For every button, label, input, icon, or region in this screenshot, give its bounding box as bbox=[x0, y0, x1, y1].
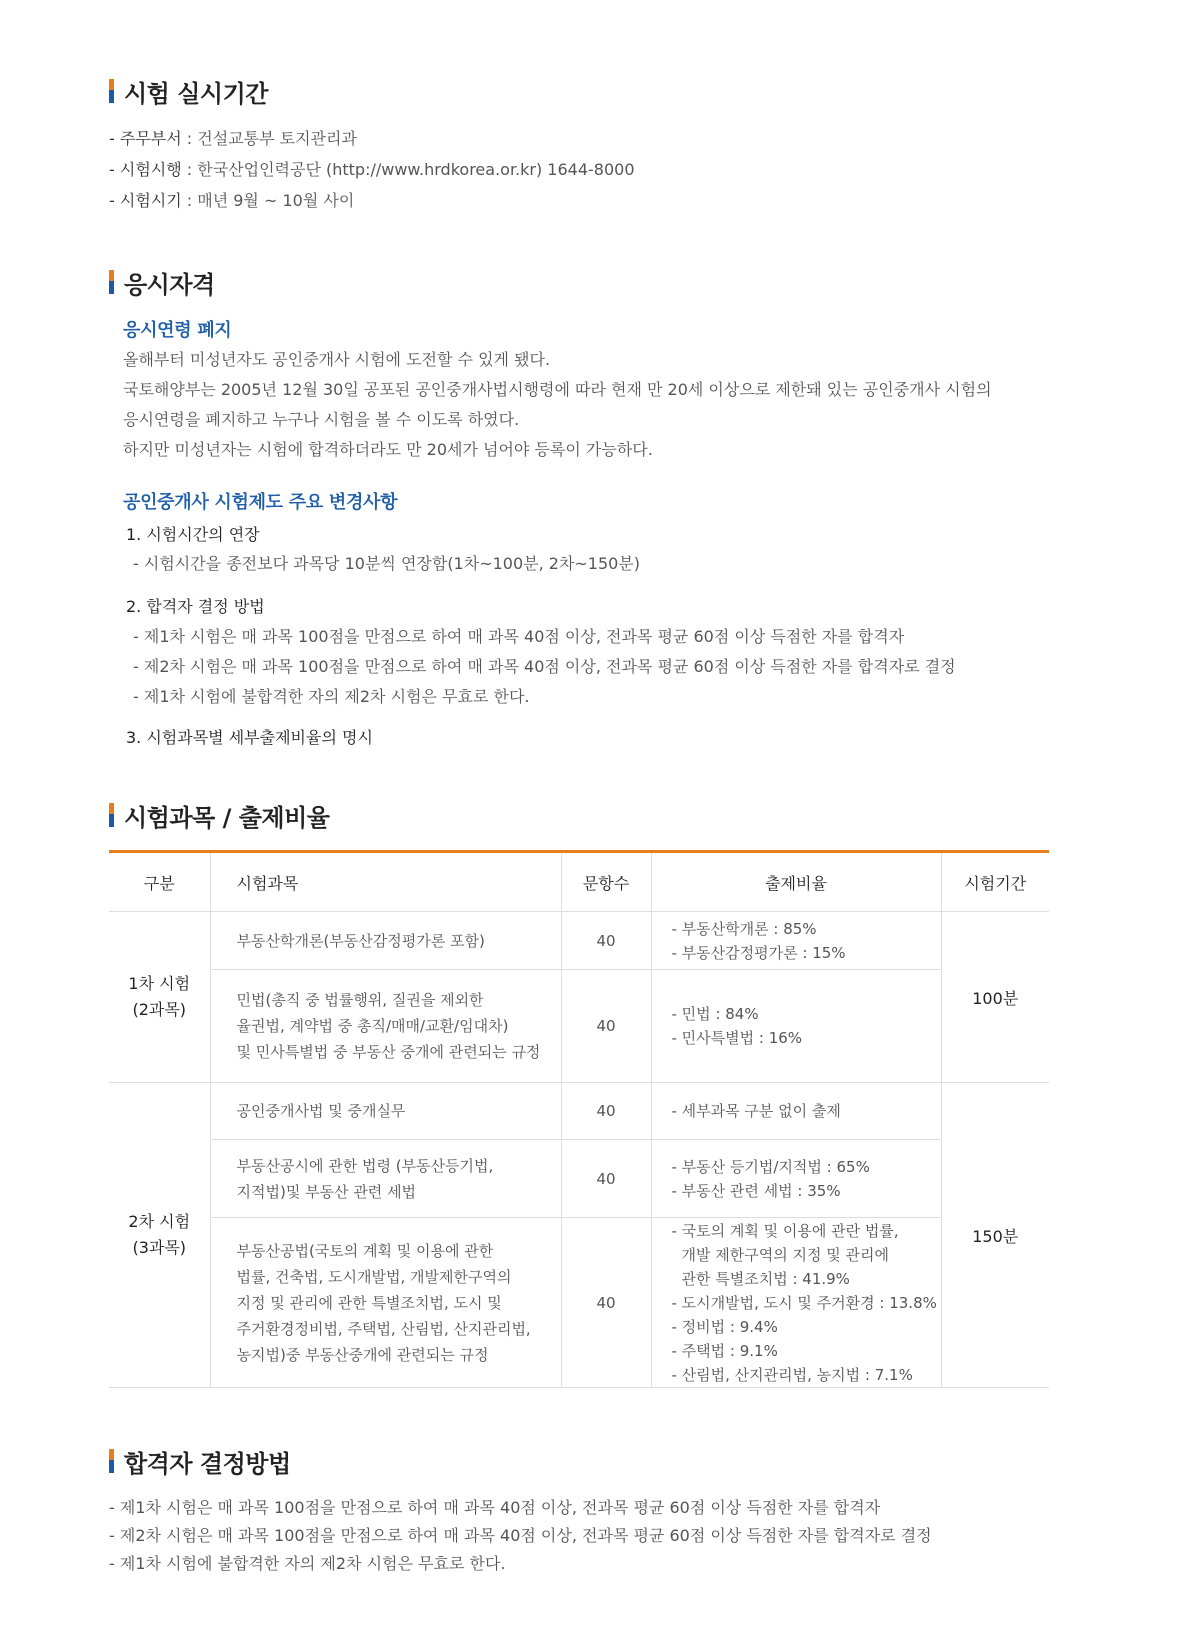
duration-cell-2: 150분 bbox=[941, 1083, 1049, 1388]
table-row bbox=[109, 970, 1049, 1083]
list-item: - 제1차 시험에 불합격한 자의 제2차 시험은 무효로 한다. bbox=[109, 1554, 506, 1573]
subject-cell: 공인중개사법 및 중개실무 bbox=[210, 1083, 561, 1140]
pass-criteria-list bbox=[109, 1494, 932, 1578]
table-row bbox=[109, 912, 1049, 970]
section-title-text: 응시자격 bbox=[124, 270, 215, 299]
table-row bbox=[109, 1140, 1049, 1218]
change-item-1: 1. 시험시간의 연장 bbox=[126, 525, 260, 544]
table-row bbox=[109, 1083, 1049, 1140]
section-title-text: 시험과목 / 출제비율 bbox=[124, 803, 330, 832]
section-title-pass-criteria bbox=[109, 1446, 291, 1476]
change-item-2: 2. 합격자 결정 방법 bbox=[126, 597, 265, 616]
subject-cell: 부동산학개론(부동산감정평가론 포함) bbox=[210, 912, 561, 970]
age-limit-paragraph: 올해부터 미성년자도 공인중개사 시험에 도전할 수 있게 됐다. 국토해양부는 2005년 12월 30일 공포된 공인중개사법시행령에 따라 현재 만 20세 이상으로 제한돼 있는 공인중개사 시험의 응시연령을 폐지하고 누구나 시험을 볼 수 이도록 하였다. 하지만 미성년자는 시험에 합격하더라도 만 20세가 넘어야 등록이 가능하다. bbox=[123, 350, 992, 459]
subject-cell: 부동산공법(국토의 계획 및 이용에 관한 법률, 건축법, 도시개발법, 개발제한구역의 지정 및 관리에 관한 특별조치법, 도시 및 주거환경정비법, 주택법, 산림법, 산지관리법, 농지법)중 부동산중개에 관련되는 규정 bbox=[210, 1218, 561, 1388]
list-item: - 주무부서 : 건설교통부 토지관리과 bbox=[109, 129, 357, 148]
change-item-1-detail: - 시험시간을 종전보다 과목당 10분씩 연장함(1차~100분, 2차~150분) bbox=[133, 554, 641, 573]
header-duration: 시험기간 bbox=[941, 852, 1049, 912]
count-cell: 40 bbox=[561, 912, 651, 970]
table-row bbox=[109, 1218, 1049, 1388]
change-item-2-details: - 제1차 시험은 매 과목 100점을 만점으로 하여 매 과목 40점 이상, 전과목 평균 60점 이상 득점한 자를 합격자 - 제2차 시험은 매 과목 100점을 만점으로 하여 매 과목 40점 이상, 전과목 평균 60점 이상 득점한 자를 합격자로 결정 - 제1차 시험에 불합격한 자의 제2차 시험은 무효로 한다. bbox=[133, 627, 956, 706]
list-item: - 시험시행 : 한국산업인력공단 (http://www.hrdkorea.or.kr) 1644-8000 bbox=[109, 160, 635, 179]
ratio-cell: - 민법 : 84% - 민사특별법 : 16% bbox=[651, 970, 941, 1083]
count-cell: 40 bbox=[561, 1140, 651, 1218]
group-label-1: 1차 시험 (2과목) bbox=[109, 912, 210, 1083]
section-title-exam-period bbox=[109, 76, 268, 106]
section-title-eligibility bbox=[109, 267, 215, 297]
subject-cell: 민법(총직 중 법률행위, 질권을 제외한 율권법, 계약법 중 총직/매매/교환/임대차) 및 민사특별법 중 부동산 중개에 관련되는 규정 bbox=[210, 970, 561, 1083]
subjects-table bbox=[109, 850, 1049, 1388]
title-bar-icon bbox=[109, 803, 114, 827]
ratio-cell: - 부동산학개론 : 85% - 부동산감정평가론 : 15% bbox=[651, 912, 941, 970]
count-cell: 40 bbox=[561, 970, 651, 1083]
header-subject: 시험과목 bbox=[210, 852, 561, 912]
table-header-row bbox=[109, 852, 1049, 912]
header-count: 문항수 bbox=[561, 852, 651, 912]
title-bar-icon bbox=[109, 79, 114, 103]
group-label-2: 2차 시험 (3과목) bbox=[109, 1083, 210, 1388]
list-item: - 제2차 시험은 매 과목 100점을 만점으로 하여 매 과목 40점 이상, 전과목 평균 60점 이상 득점한 자를 합격자로 결정 bbox=[109, 1526, 932, 1545]
subheading-age-limit: 응시연령 폐지 bbox=[123, 320, 232, 341]
ratio-cell: - 세부과목 구분 없이 출제 bbox=[651, 1083, 941, 1140]
header-ratio: 출제비율 bbox=[651, 852, 941, 912]
count-cell: 40 bbox=[561, 1083, 651, 1140]
list-item: - 시험시기 : 매년 9월 ~ 10월 사이 bbox=[109, 191, 355, 210]
duration-cell-1: 100분 bbox=[941, 912, 1049, 1083]
header-category: 구분 bbox=[109, 852, 210, 912]
exam-period-list bbox=[109, 123, 635, 216]
ratio-cell: - 국토의 계획 및 이용에 관란 법률, 개발 제한구역의 지정 및 관리에 관한 특별조치법 : 41.9% - 도시개발법, 도시 및 주거환경 : 13.8% - 정비법 : 9.4% - 주택법 : 9.1% - 산림법, 산지관리법, 농지법 : 7.1% bbox=[651, 1218, 941, 1388]
subject-cell: 부동산공시에 관한 법령 (부동산등기법, 지적법)및 부동산 관련 세법 bbox=[210, 1140, 561, 1218]
section-title-text: 시험 실시기간 bbox=[124, 79, 268, 108]
title-bar-icon bbox=[109, 1449, 114, 1473]
change-item-3: 3. 시험과목별 세부출제비율의 명시 bbox=[126, 728, 373, 747]
section-title-subjects bbox=[109, 800, 329, 830]
ratio-cell: - 부동산 등기법/지적법 : 65% - 부동산 관련 세법 : 35% bbox=[651, 1140, 941, 1218]
count-cell: 40 bbox=[561, 1218, 651, 1388]
list-item: - 제1차 시험은 매 과목 100점을 만점으로 하여 매 과목 40점 이상, 전과목 평균 60점 이상 득점한 자를 합격자 bbox=[109, 1498, 881, 1517]
section-title-text: 합격자 결정방법 bbox=[124, 1449, 291, 1478]
subheading-changes: 공인중개사 시험제도 주요 변경사항 bbox=[123, 492, 398, 513]
title-bar-icon bbox=[109, 270, 114, 294]
